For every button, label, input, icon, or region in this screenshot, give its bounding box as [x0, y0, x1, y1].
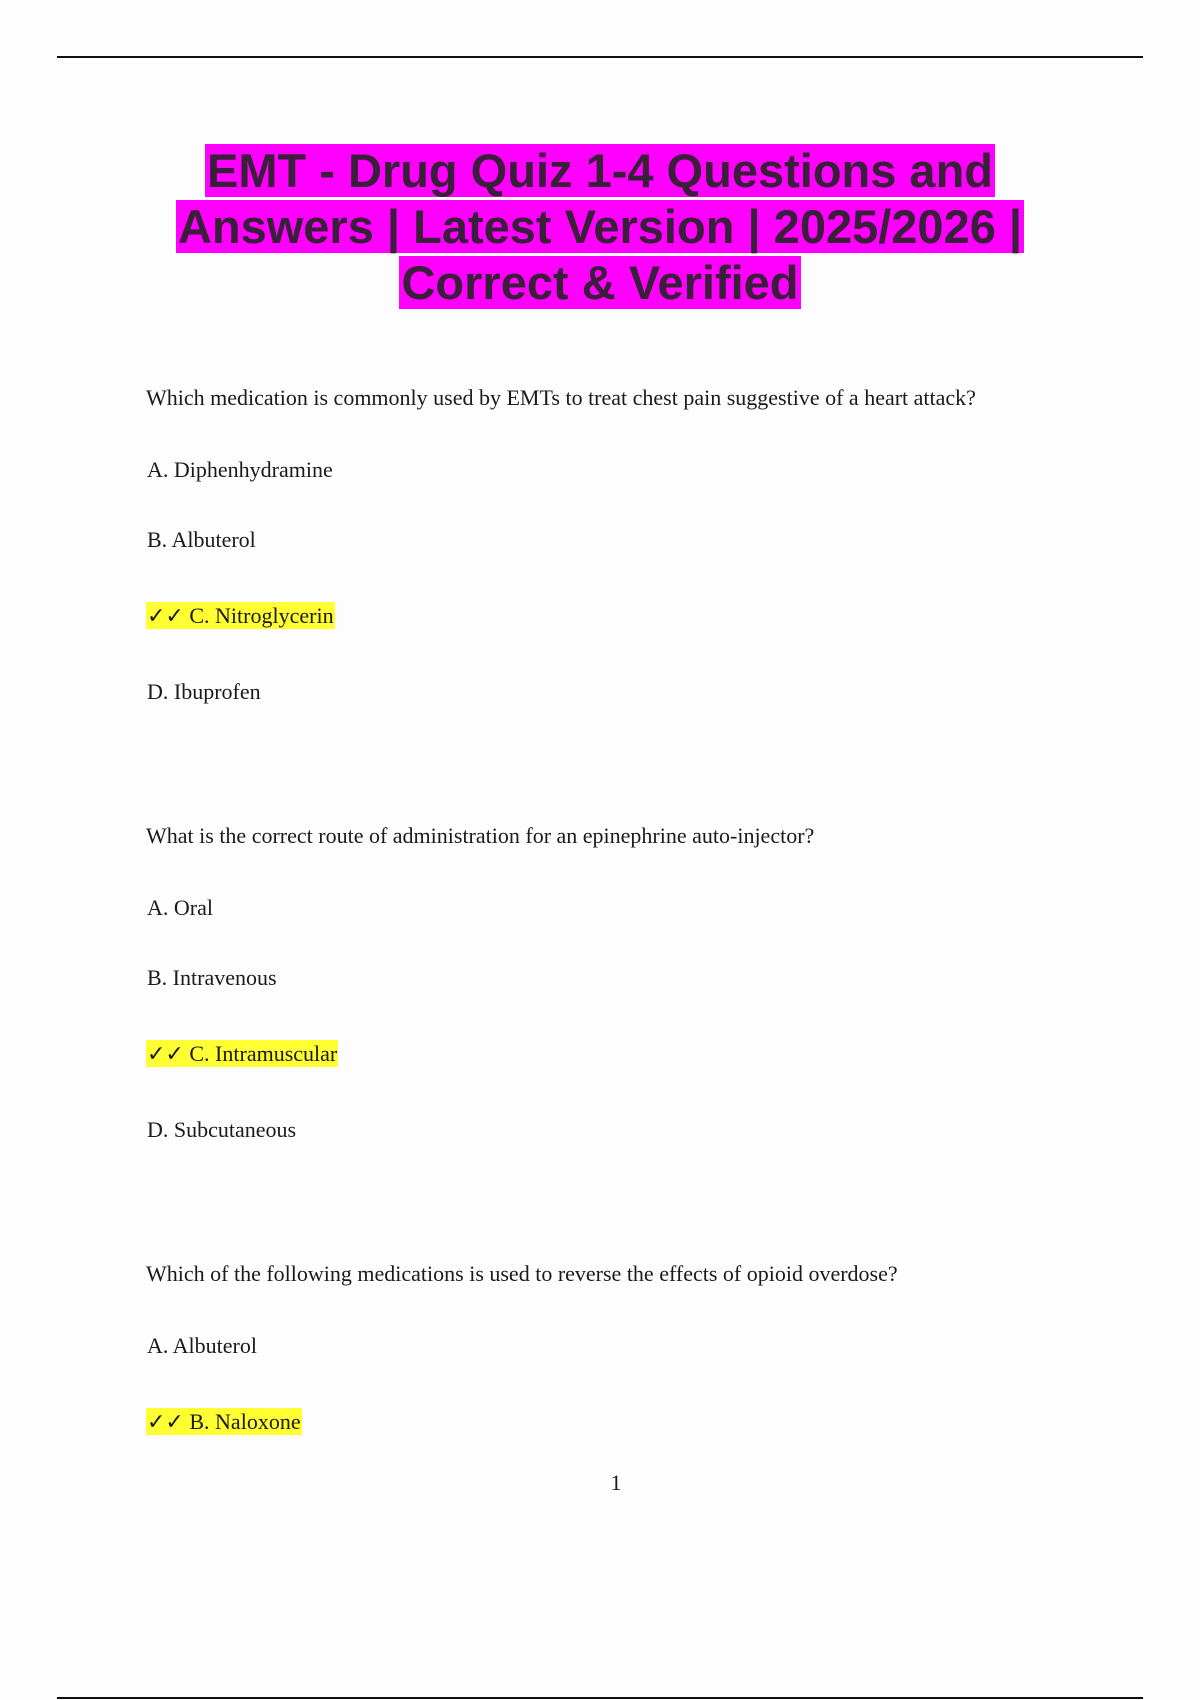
q1-option-b: B. Albuterol [147, 527, 256, 552]
title-line-3: Correct & Verified [401, 256, 799, 309]
question-1: Which medication is commonly used by EMTs to treat chest pain suggestive of a heart attack? [146, 385, 976, 410]
q3-option-a: A. Albuterol [147, 1333, 257, 1358]
header-rule [57, 56, 1143, 58]
document-title [100, 143, 1100, 311]
question-3: Which of the following medications is used to reverse the effects of opioid overdose? [146, 1261, 898, 1286]
footer-rule [57, 1697, 1143, 1699]
q2-option-b: B. Intravenous [147, 965, 277, 990]
check-icon: ✓✓ [147, 1041, 184, 1066]
page-number: 1 [610, 1470, 622, 1495]
check-icon: ✓✓ [147, 603, 184, 628]
check-icon: ✓✓ [147, 1409, 184, 1434]
q2-option-d: D. Subcutaneous [147, 1117, 297, 1142]
title-line-2: Answers | Latest Version | 2025/2026 | [177, 200, 1023, 253]
q1-option-a: A. Diphenhydramine [147, 457, 333, 482]
question-2: What is the correct route of administration for an epinephrine auto-injector? [146, 823, 815, 848]
title-line-1: EMT - Drug Quiz 1-4 Questions and [207, 144, 993, 197]
quiz-content [146, 382, 1106, 1438]
q1-option-d: D. Ibuprofen [147, 679, 261, 704]
q3-option-b-correct: ✓✓ B. Naloxone [147, 1409, 301, 1434]
q1-option-c-correct: ✓✓ C. Nitroglycerin [147, 603, 334, 628]
q2-option-c-correct: ✓✓ C. Intramuscular [147, 1041, 338, 1066]
q2-option-a: A. Oral [147, 895, 213, 920]
